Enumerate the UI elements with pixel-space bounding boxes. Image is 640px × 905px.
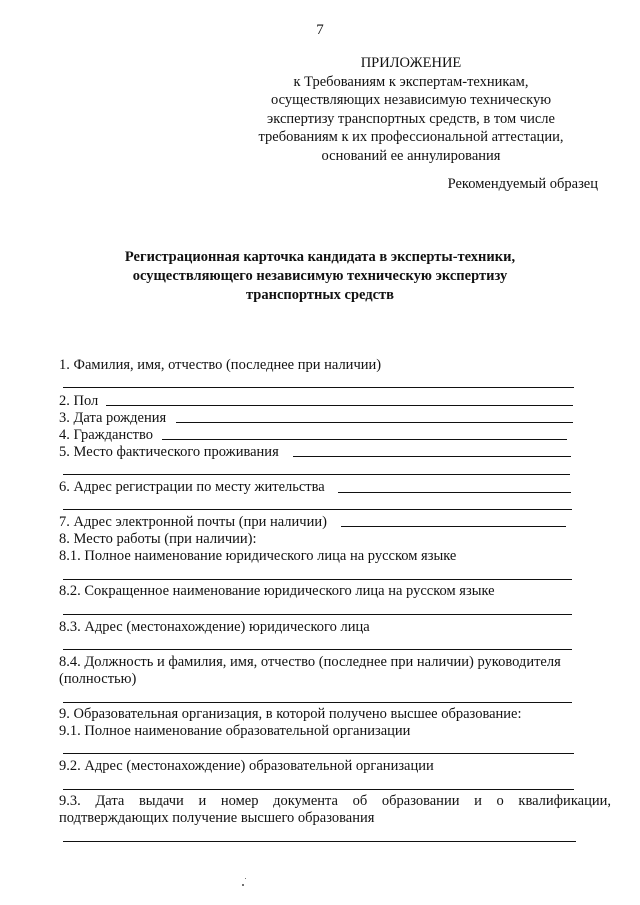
field-label-registration-address: 6. Адрес регистрации по месту жительства [59, 479, 325, 495]
field-line-citizenship[interactable] [162, 439, 567, 440]
scan-speck [245, 878, 246, 879]
field-label-head-position-cont: (полностью) [59, 671, 137, 687]
field-line-registration-address-continued[interactable] [63, 509, 572, 510]
field-line-registration-address[interactable] [338, 492, 571, 493]
form-title-line: транспортных средств [245, 287, 395, 303]
page-number: 7 [316, 22, 324, 38]
field-label-edu-document-cont: подтверждающих получение высшего образования [59, 810, 375, 826]
field-line-residence-continued[interactable] [63, 474, 570, 475]
field-line-org-address[interactable] [63, 649, 572, 650]
field-line-edu-org-full-name[interactable] [63, 753, 574, 754]
field-line-full-name[interactable] [63, 387, 574, 388]
appendix-line: оснований ее аннулирования [321, 147, 501, 164]
field-label-education-org: 9. Образовательная организация, в которой получено высшее образование: [59, 706, 522, 722]
appendix-line: осуществляющих независимую техническую [270, 92, 552, 109]
appendix-line: требованиям к их профессиональной аттестации, [258, 129, 564, 146]
field-line-residence[interactable] [293, 456, 571, 457]
field-label-org-short-name: 8.2. Сокращенное наименование юридического лица на русском языке [59, 583, 495, 599]
field-label-birth-date: 3. Дата рождения [59, 410, 167, 426]
field-label-edu-org-full-name: 9.1. Полное наименование образовательной организации [59, 723, 411, 739]
field-line-org-short-name[interactable] [63, 614, 572, 615]
field-line-edu-org-address[interactable] [63, 789, 574, 790]
field-label-head-position: 8.4. Должность и фамилия, имя, отчество (последнее при наличии) руководителя [59, 654, 561, 670]
field-line-edu-document[interactable] [63, 841, 576, 842]
field-label-edu-org-address: 9.2. Адрес (местонахождение) образовательной организации [59, 758, 434, 774]
field-label-residence: 5. Место фактического проживания [59, 444, 279, 460]
scan-speck [242, 884, 244, 886]
appendix-heading: ПРИЛОЖЕНИЕ [360, 55, 462, 71]
field-line-sex[interactable] [106, 405, 573, 406]
appendix-line: экспертизу транспортных средств, в том числе [267, 110, 555, 127]
field-line-birth-date[interactable] [176, 422, 573, 423]
field-label-edu-document: 9.3. Дата выдачи и номер документа об образовании и о квалификации, [59, 793, 611, 809]
field-label-email: 7. Адрес электронной почты (при наличии) [59, 514, 327, 530]
form-title-line: осуществляющего независимую техническую экспертизу [132, 268, 508, 284]
field-label-citizenship: 4. Гражданство [59, 427, 154, 443]
field-line-email[interactable] [341, 526, 566, 527]
field-label-org-full-name: 8.1. Полное наименование юридического лица на русском языке [59, 548, 457, 564]
field-label-full-name: 1. Фамилия, имя, отчество (последнее при наличии) [59, 357, 382, 373]
appendix-line: к Требованиям к экспертам-техникам, [293, 73, 529, 90]
appendix-block [236, 54, 586, 166]
recommended-sample-label: Рекомендуемый образец [447, 176, 598, 192]
field-label-org-address: 8.3. Адрес (местонахождение) юридического лица [59, 619, 370, 635]
form-title-line: Регистрационная карточка кандидата в эксперты-техники, [124, 249, 516, 265]
field-line-head-position[interactable] [63, 702, 572, 703]
field-label-sex: 2. Пол [59, 393, 99, 409]
form-title [80, 248, 560, 305]
field-label-workplace: 8. Место работы (при наличии): [59, 531, 257, 547]
field-line-org-full-name[interactable] [63, 579, 572, 580]
